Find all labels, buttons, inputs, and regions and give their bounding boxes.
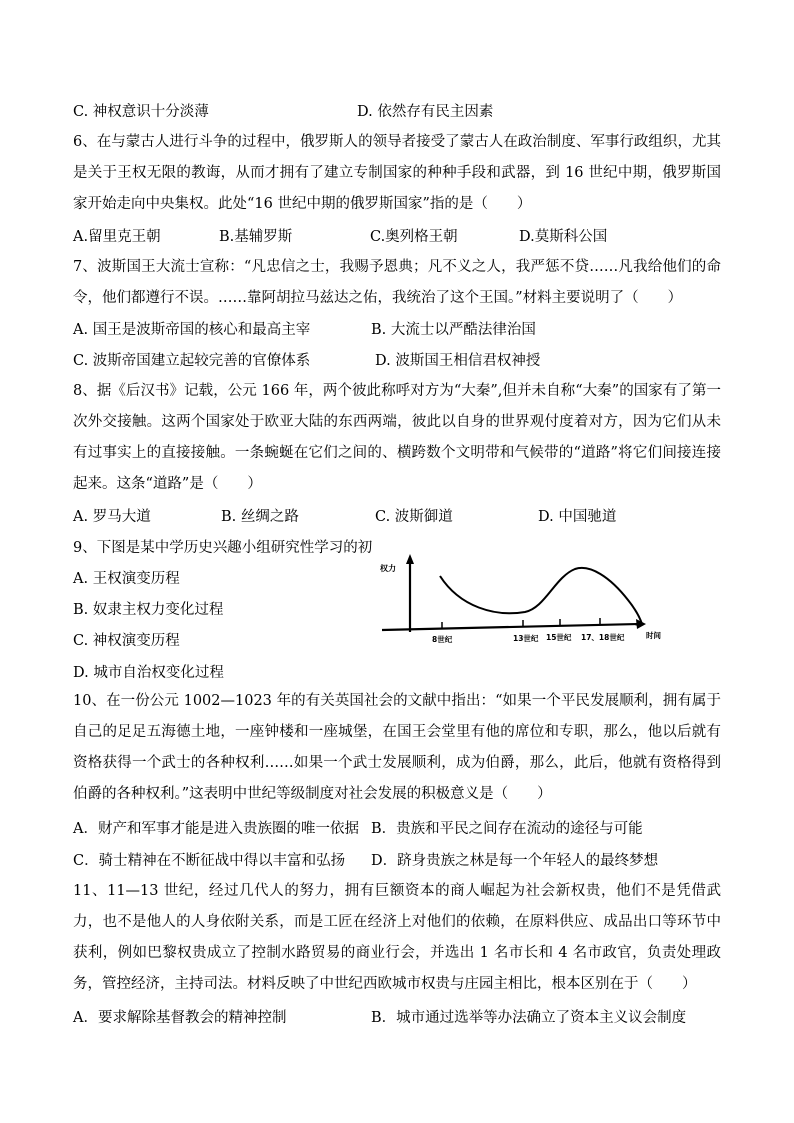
q6-option-d[interactable]: D.莫斯科公国: [519, 229, 608, 245]
q5-option-c[interactable]: C. 神权意识十分淡薄: [73, 104, 209, 120]
q9-stem: 9、下图是某中学历史兴趣小组研究性学习的初: [73, 540, 373, 556]
q7-stem: 7、波斯国王大流士宣称：“凡忠信之士，我赐予恩典；凡不义之人，我严惩不贷……凡我给他们的命令，他们都遵行不误。……靠阿胡拉马兹达之佑，我统治了这个王国。”材料主要说明了（ ）: [73, 259, 721, 306]
q8-option-d[interactable]: D. 中国驰道: [538, 509, 617, 525]
chart-tick-label-8: 8世纪: [432, 635, 453, 644]
chart-tick-label-15: 15世纪: [546, 633, 572, 642]
q8-option-c[interactable]: C. 波斯御道: [375, 509, 453, 525]
q8-stem: 8、据《后汉书》记载，公元 166 年，两个彼此称呼对方为“大秦”,但并未自称“大秦”的国家有了第一次外交接触。这两个国家处于欧亚大陆的东西两端，彼此以自身的世界观付度着对方，因为它们从未有过事实上的直接接触。一条蜿蜒在它们之间的、横跨数个文明带和气候带的“道路”将它们间接连接起来。这条“道路”是（ ）: [73, 383, 721, 492]
chart-x-label: 时间: [646, 631, 661, 640]
q11-option-a[interactable]: A．要求解除基督教会的精神控制: [73, 1010, 287, 1026]
q9-option-d[interactable]: D. 城市自治权变化过程: [73, 665, 224, 681]
q9-option-a[interactable]: A. 王权演变历程: [73, 571, 180, 587]
power-chart: [370, 552, 670, 652]
q6-option-a[interactable]: A.留里克王朝: [73, 229, 161, 245]
q7-option-b[interactable]: B. 大流士以严酷法律治国: [371, 322, 536, 338]
q11-stem: 11、11—13 世纪，经过几代人的努力，拥有巨额资本的商人崛起为社会新权贵，他们不是凭借武力，也不是他人的人身依附关系，而是工匠在经济上对他们的依赖，在原料供应、成品出口等环节中获利，例如巴黎权贵成立了控制水路贸易的商业行会，并选出 1 名市长和 4 名市政官，负责处理政务，管控经济，主持司法。材料反映了中世纪西欧城市权贵与庄园主相比，根本区别在于（ ）: [73, 883, 721, 992]
q10-stem: 10、在一份公元 1002—1023 年的有关英国社会的文献中指出：“如果一个平民发展顺利，拥有属于自己的足足五海德土地，一座钟楼和一座城堡，在国王会堂里有他的席位和专职，那么，他以后就有资格获得一个武士的各种权利……如果一个武士发展顺利，成为伯爵，那么，此后，他就有资格得到伯爵的各种权利。”这表明中世纪等级制度对社会发展的积极意义是（ ）: [73, 693, 721, 802]
q5-option-d[interactable]: D. 依然存有民主因素: [357, 104, 494, 120]
q11-option-b[interactable]: B．城市通过选举等办法确立了资本主义议会制度: [371, 1010, 687, 1026]
q6-option-b[interactable]: B.基辅罗斯: [219, 229, 293, 245]
q10-option-b[interactable]: B．贵族和平民之间存在流动的途径与可能: [371, 821, 643, 837]
q6-option-c[interactable]: C.奥列格王朝: [370, 229, 458, 245]
chart-y-label: 权力: [380, 564, 396, 573]
q10-option-a[interactable]: A．财产和军事才能是进入贵族圈的唯一依据: [73, 821, 359, 837]
q8-option-a[interactable]: A. 罗马大道: [73, 509, 151, 525]
q7-option-a[interactable]: A. 国王是波斯帝国的核心和最高主宰: [73, 322, 311, 338]
q7-option-d[interactable]: D. 波斯国王相信君权神授: [375, 353, 541, 369]
q10-option-c[interactable]: C．骑士精神在不断征战中得以丰富和弘扬: [73, 853, 346, 869]
q9-option-c[interactable]: C. 神权演变历程: [73, 633, 180, 649]
chart-tick-label-17-18: 17、18世纪: [581, 633, 625, 642]
q6-stem: 6、在与蒙古人进行斗争的过程中，俄罗斯人的领导者接受了蒙古人在政治制度、军事行政组织，尤其是关于王权无限的教诲，从而才拥有了建立专制国家的种种手段和武器，到 16 世纪中期，俄罗斯国家开始走向中央集权。此处“16 世纪中期的俄罗斯国家”指的是（ ）: [73, 134, 721, 212]
power-curve: [440, 568, 642, 624]
q8-option-b[interactable]: B. 丝绸之路: [221, 509, 299, 525]
chart-tick-label-13: 13世纪: [513, 634, 539, 643]
q9-option-b[interactable]: B. 奴隶主权力变化过程: [73, 602, 224, 618]
chart-y-arrow: [406, 554, 414, 564]
q7-option-c[interactable]: C. 波斯帝国建立起较完善的官僚体系: [73, 353, 311, 369]
q10-option-d[interactable]: D．跻身贵族之林是每一个年轻人的最终梦想: [371, 853, 659, 869]
